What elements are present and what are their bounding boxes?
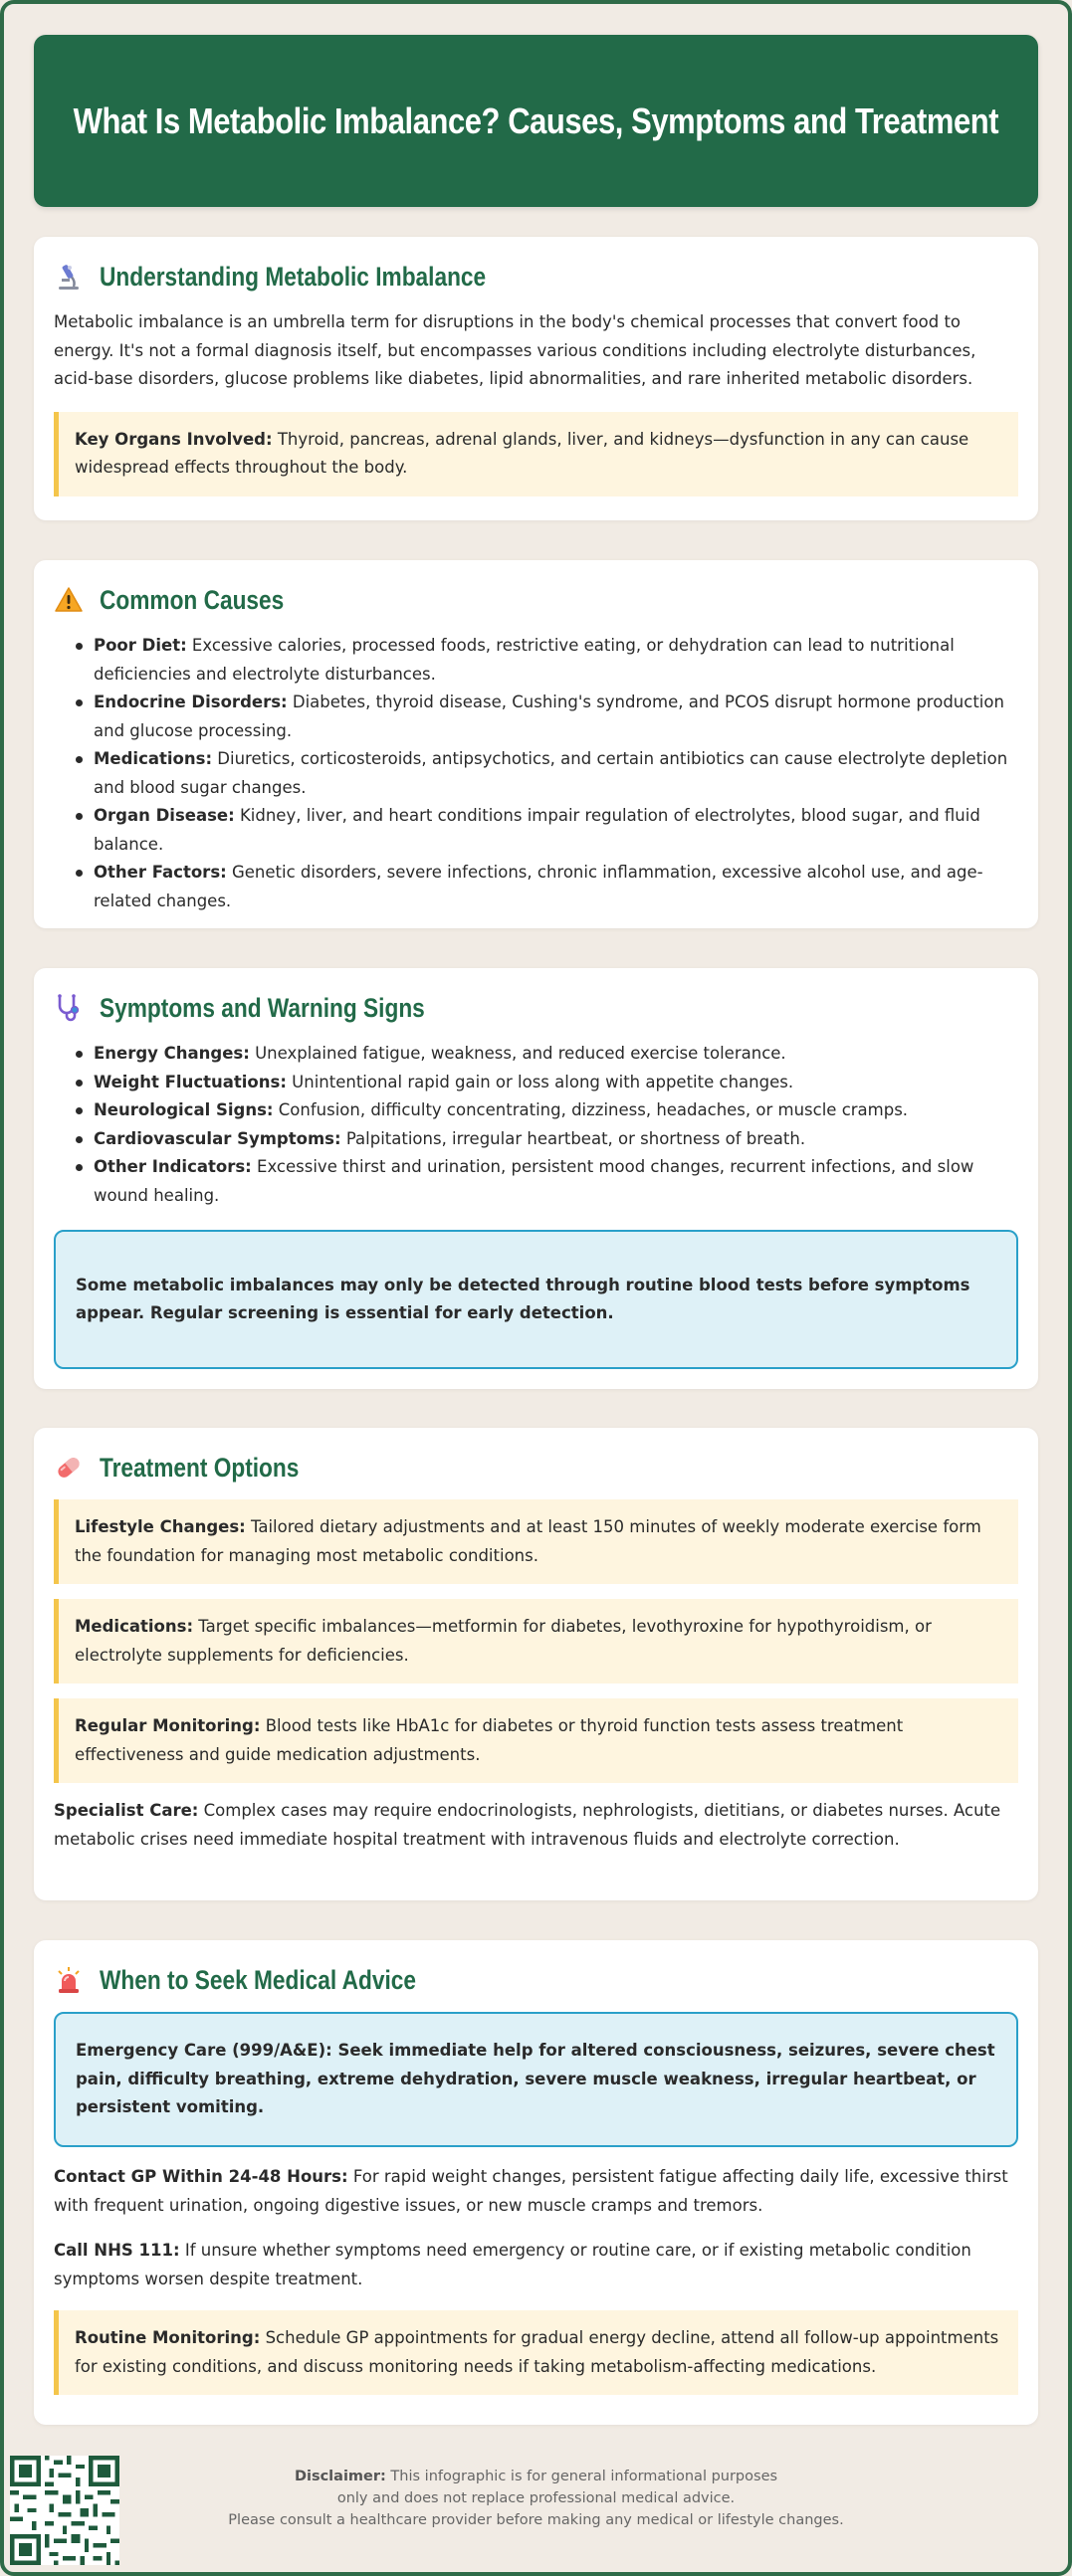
page-header <box>34 35 1038 207</box>
list-item-text: Excessive calories, processed foods, restrictive eating, or dehydration can lead to nutritional deficiencies and electrolyte disturbances. <box>94 636 955 684</box>
symptoms-heading: Symptoms and Warning Signs <box>100 992 425 1023</box>
advice-header <box>54 1962 1018 1998</box>
list-item-label: Organ Disease: <box>94 806 235 825</box>
siren-icon <box>54 1965 84 1995</box>
list-item-text: Diabetes, thyroid disease, Cushing's syndrome, and PCOS disrupt hormone production and glucose processing. <box>94 693 1004 740</box>
specialist-care-text <box>54 1797 1018 1854</box>
causes-header <box>54 582 1018 618</box>
note-text: Blood tests like HbA1c for diabetes or thyroid function tests assess treatment effectiveness and guide medication adjustments. <box>75 1716 904 1764</box>
key-organs-text: Thyroid, pancreas, adrenal glands, liver, and kidneys—dysfunction in any can cause widespread effects throughout the body. <box>75 429 969 477</box>
causes-list <box>54 632 1018 915</box>
list-item-text: Kidney, liver, and heart conditions impair regulation of electrolytes, blood sugar, and fluid balance. <box>94 806 980 854</box>
list-item <box>74 1125 1018 1154</box>
routine-text: Schedule GP appointments for gradual energy decline, attend all follow-up appointments for existing conditions, and discuss monitoring needs if taking metabolism-affecting medications. <box>75 2328 999 2376</box>
specialist-label: Specialist Care: <box>54 1801 199 1820</box>
disclaimer-line-3: Please consult a healthcare provider before making any medical or lifestyle changes. <box>228 2512 844 2528</box>
list-item-label: Endocrine Disorders: <box>94 693 288 711</box>
list-item-label: Other Indicators: <box>94 1157 252 1176</box>
disclaimer-line-2: only and does not replace professional medical advice. <box>336 2490 736 2506</box>
advice-heading: When to Seek Medical Advice <box>100 1964 417 1995</box>
emergency-callout <box>54 2012 1018 2147</box>
list-item <box>74 1153 1018 1210</box>
understanding-header <box>54 259 1018 295</box>
disclaimer-text-1: This infographic is for general informational purposes <box>385 2469 778 2484</box>
list-item-label: Neurological Signs: <box>94 1100 274 1119</box>
list-item-text: Excessive thirst and urination, persistent mood changes, recurrent infections, and slow wound healing. <box>94 1157 974 1205</box>
list-item-text: Genetic disorders, severe infections, chronic inflammation, excessive alcohol use, and age-related changes. <box>94 863 983 910</box>
contact-gp-body: For rapid weight changes, persistent fatigue affecting daily life, excessive thirst with frequent urination, ongoing digestive issues, or new muscle cramps and tremors. <box>54 2167 1008 2215</box>
screening-callout-text: Some metabolic imbalances may only be detected through routine blood tests before symptoms appear. Regular screening is essential for early detection. <box>76 1275 970 1322</box>
advice-card <box>34 1940 1038 2425</box>
lifestyle-note <box>54 1499 1018 1584</box>
symptoms-list <box>54 1040 1018 1210</box>
understanding-card <box>34 237 1038 520</box>
list-item-text: Unexplained fatigue, weakness, and reduced exercise tolerance. <box>249 1044 786 1063</box>
list-item-text: Diuretics, corticosteroids, antipsychotics, and certain antibiotics can cause electrolyte depletion and blood sugar changes. <box>94 749 1008 797</box>
contact-gp-label: Contact GP Within 24-48 Hours: <box>54 2167 348 2186</box>
disclaimer-line-1 <box>0 2466 1072 2487</box>
causes-card <box>34 560 1038 928</box>
list-item <box>74 1040 1018 1069</box>
contact-gp-text <box>54 2163 1018 2220</box>
disclaimer-label: Disclaimer: <box>294 2469 386 2484</box>
treatment-card <box>34 1428 1038 1900</box>
list-item <box>74 1069 1018 1097</box>
list-item-text: Unintentional rapid gain or loss along with appetite changes. <box>286 1072 794 1091</box>
treatment-header <box>54 1450 1018 1486</box>
understanding-heading: Understanding Metabolic Imbalance <box>100 261 487 292</box>
screening-callout <box>54 1230 1018 1369</box>
symptoms-header <box>54 990 1018 1026</box>
note-label: Medications: <box>75 1617 194 1636</box>
list-item-label: Weight Fluctuations: <box>94 1072 287 1091</box>
disclaimer <box>0 2466 1072 2531</box>
medications-note <box>54 1599 1018 1684</box>
note-text: Target specific imbalances—metformin for diabetes, levothyroxine for hypothyroidism, or electrolyte supplements for deficiencies. <box>75 1617 932 1665</box>
list-item <box>74 632 1018 689</box>
list-item <box>74 745 1018 802</box>
list-item-label: Energy Changes: <box>94 1044 250 1063</box>
symptoms-card <box>34 968 1038 1389</box>
list-item <box>74 859 1018 915</box>
list-item-label: Other Factors: <box>94 863 227 882</box>
treatment-heading: Treatment Options <box>100 1452 300 1483</box>
list-item <box>74 1096 1018 1125</box>
note-text: Tailored dietary adjustments and at least 150 minutes of weekly moderate exercise form the foundation for managing most metabolic conditions. <box>75 1517 981 1565</box>
routine-label: Routine Monitoring: <box>75 2328 261 2347</box>
warning-icon <box>54 585 84 615</box>
specialist-text: Complex cases may require endocrinologists, nephrologists, dietitians, or diabetes nurses. Acute metabolic crises need immediate hospital treatment with intravenous fluids and electrolyte correction. <box>54 1801 1001 1849</box>
emergency-callout-text: Emergency Care (999/A&E): Seek immediate help for altered consciousness, seizures, severe chest pain, difficulty breathing, extreme dehydration, severe muscle weakness, irregular heartbeat, or persistent vomiting. <box>76 2041 995 2117</box>
note-label: Lifestyle Changes: <box>75 1517 246 1536</box>
nhs-111-label: Call NHS 111: <box>54 2241 180 2260</box>
microscope-icon <box>54 262 84 292</box>
list-item-label: Cardiovascular Symptoms: <box>94 1128 341 1148</box>
understanding-text: Metabolic imbalance is an umbrella term for disruptions in the body's chemical processes that convert food to energy. It's not a formal diagnosis itself, but encompasses various conditions including electrolyte disturbances, acid-base disorders, glucose problems like diabetes, lipid abnormalities, and rare inherited metabolic disorders. <box>54 312 976 388</box>
nhs-111-body: If unsure whether symptoms need emergency or routine care, or if existing metabolic condition symptoms worsen despite treatment. <box>54 2241 971 2288</box>
routine-monitoring-note <box>54 2310 1018 2395</box>
key-organs-note <box>54 412 1018 496</box>
list-item-text: Palpitations, irregular heartbeat, or shortness of breath. <box>340 1128 806 1148</box>
stethoscope-icon <box>54 993 84 1023</box>
list-item <box>74 689 1018 745</box>
causes-heading: Common Causes <box>100 584 285 615</box>
list-item-label: Poor Diet: <box>94 636 187 655</box>
note-label: Regular Monitoring: <box>75 1716 261 1735</box>
key-organs-label: Key Organs Involved: <box>75 429 273 449</box>
page-title: What Is Metabolic Imbalance? Causes, Symptoms and Treatment <box>73 99 999 141</box>
list-item-text: Confusion, difficulty concentrating, dizziness, headaches, or muscle cramps. <box>273 1100 909 1119</box>
pill-icon <box>54 1453 84 1483</box>
nhs-111-text <box>54 2237 1018 2293</box>
list-item <box>74 802 1018 859</box>
list-item-label: Medications: <box>94 749 213 768</box>
monitoring-note <box>54 1698 1018 1783</box>
